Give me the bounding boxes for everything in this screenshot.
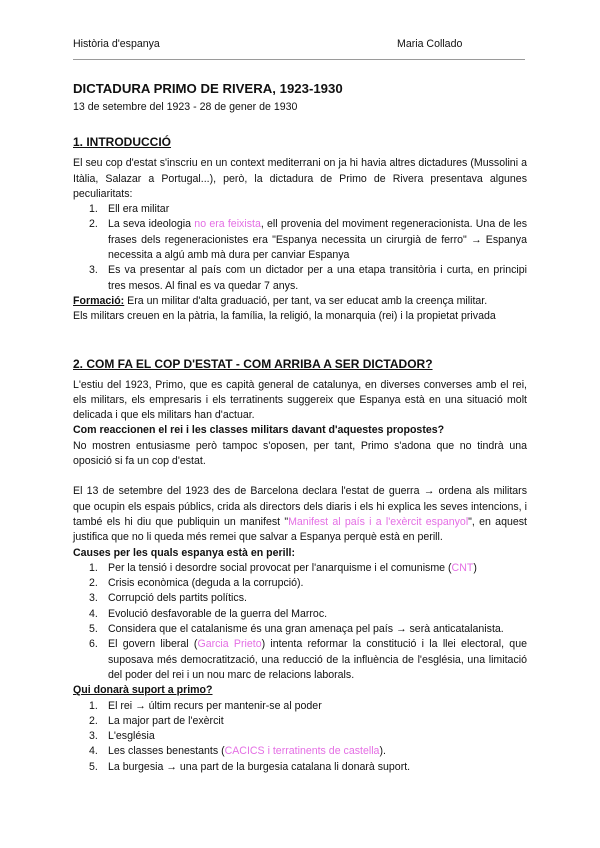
reaction-answer: No mostren entusiasme però tampoc s'oposen, per tant, Primo s'adona que no tindrà una oposició si fa un cop d'estat. (73, 439, 527, 468)
section-2-heading: 2. COM FA EL COP D'ESTAT - COM ARRIBA A SER DICTADOR? (73, 356, 433, 371)
list-item: 2. La seva ideologia no era feixista, ell provenia del moviment regeneracionista. Una de les frases dels regeneracionistes era "Espanya necessita un cirurgià de ferro" → Espanya necessita a algú amb mà dura per canviar Espanya (89, 218, 528, 262)
support-heading: Qui donarà suport a primo? (73, 684, 213, 697)
highlight-text: CACICS i terratinents de castella (224, 745, 380, 758)
list-item: 6. El govern liberal (Garcia Prieto) intenta reformar la constitució i la llei electoral, que suposava més democratització, una reducció de la influència de l'església, una limitació del poder del rei i un nou marc de relacions laborals. (89, 638, 527, 681)
intro-paragraph: El seu cop d'estat s'inscriu en un context mediterrani on ja hi havia altres dictadures (Mussolini a Itàlia, Salazar a Portugal...), però, la dictadura de Primo de Rivera presentava algunes peculiaritats: (73, 157, 527, 200)
header-subject: Història d'espanya (73, 38, 160, 50)
highlight-text: CNT (451, 561, 474, 574)
list-item: 1. Per la tensió i desordre social provocat per l'anarquisme i el comunisme (CNT) (89, 561, 477, 574)
summer-1923-paragraph: L'estiu del 1923, Primo, que es capità general de catalunya, en diverses converses amb el rei, els militars, els empresaris i els terratinents suggereix que Espanya està en una situació molt delicada i que els militars han d'actuar. (73, 378, 527, 422)
peculiarities-list (73, 202, 527, 294)
support-list (73, 699, 527, 775)
section-introduction (73, 134, 527, 324)
list-item: 4. Les classes benestants (CACICS i terratinents de castella). (89, 745, 386, 758)
highlight-text: Garcia Prieto (197, 638, 262, 651)
date-range: 13 de setembre del 1923 - 28 de gener de 1930 (73, 101, 298, 113)
header-divider (73, 59, 525, 60)
page-title: DICTADURA PRIMO DE RIVERA, 1923-1930 (73, 81, 343, 96)
list-item: 2. Crisis econòmica (deguda a la corrupció). (89, 577, 304, 590)
list-item: 1. Ell era militar (89, 203, 170, 216)
reaction-question: Com reaccionen el rei i les classes militars davant d'aquestes propostes? (73, 424, 445, 437)
causes-list (73, 561, 527, 683)
causes-heading: Causes per les quals espanya està en perill: (73, 546, 295, 559)
section-coup (73, 356, 527, 775)
list-item: 3. Es va presentar al país com un dictador per a una etapa transitòria i curta, en principi tres mesos. Al final es va quedar 7 anys. (89, 264, 527, 292)
list-item: 3. Corrupció dels partits polítics. (89, 592, 247, 605)
section-1-heading: 1. INTRODUCCIÓ (73, 135, 172, 150)
list-item: 3. L'església (89, 730, 155, 743)
header-author: Maria Collado (397, 38, 463, 50)
formacio-label: Formació: (73, 294, 125, 307)
formacio-paragraph: Formació: Era un militar d'alta graduació, per tant, va ser educat amb la creença militar. (73, 294, 488, 307)
list-item: 2. La major part de l'exèrcit (89, 714, 224, 727)
list-item: 5. La burgesia → una part de la burgesia catalana li donarà suport. (89, 760, 411, 773)
list-item: 4. Evolució desfavorable de la guerra del Marroc. (89, 607, 328, 620)
highlight-text: no era feixista (194, 218, 261, 231)
coup-paragraph: El 13 de setembre del 1923 des de Barcelona declara l'estat de guerra → ordena als militars que ocupin els espais públics, crida als directors dels diaris i els hi explica les seves intencions, i també els hi diu que publiquin un manifest "Manifest al país i a l'exèrcit espanyol", en aquest justifica que no li queda més remei que salvar a Espanya perquè està en perill. (73, 485, 527, 544)
manifest-highlight: Manifest al país i a l'exèrcit espanyol (288, 515, 469, 528)
list-item: 5. Considera que el catalanisme és una gran amenaça pel país → serà anticatalanista. (89, 623, 504, 636)
list-item: 1. El rei → últim recurs per mantenir-se al poder (89, 699, 322, 712)
document-body (73, 80, 527, 775)
values-paragraph: Els militars creuen en la pàtria, la família, la religió, la monarquia (rei) i la propietat privada (73, 310, 496, 323)
